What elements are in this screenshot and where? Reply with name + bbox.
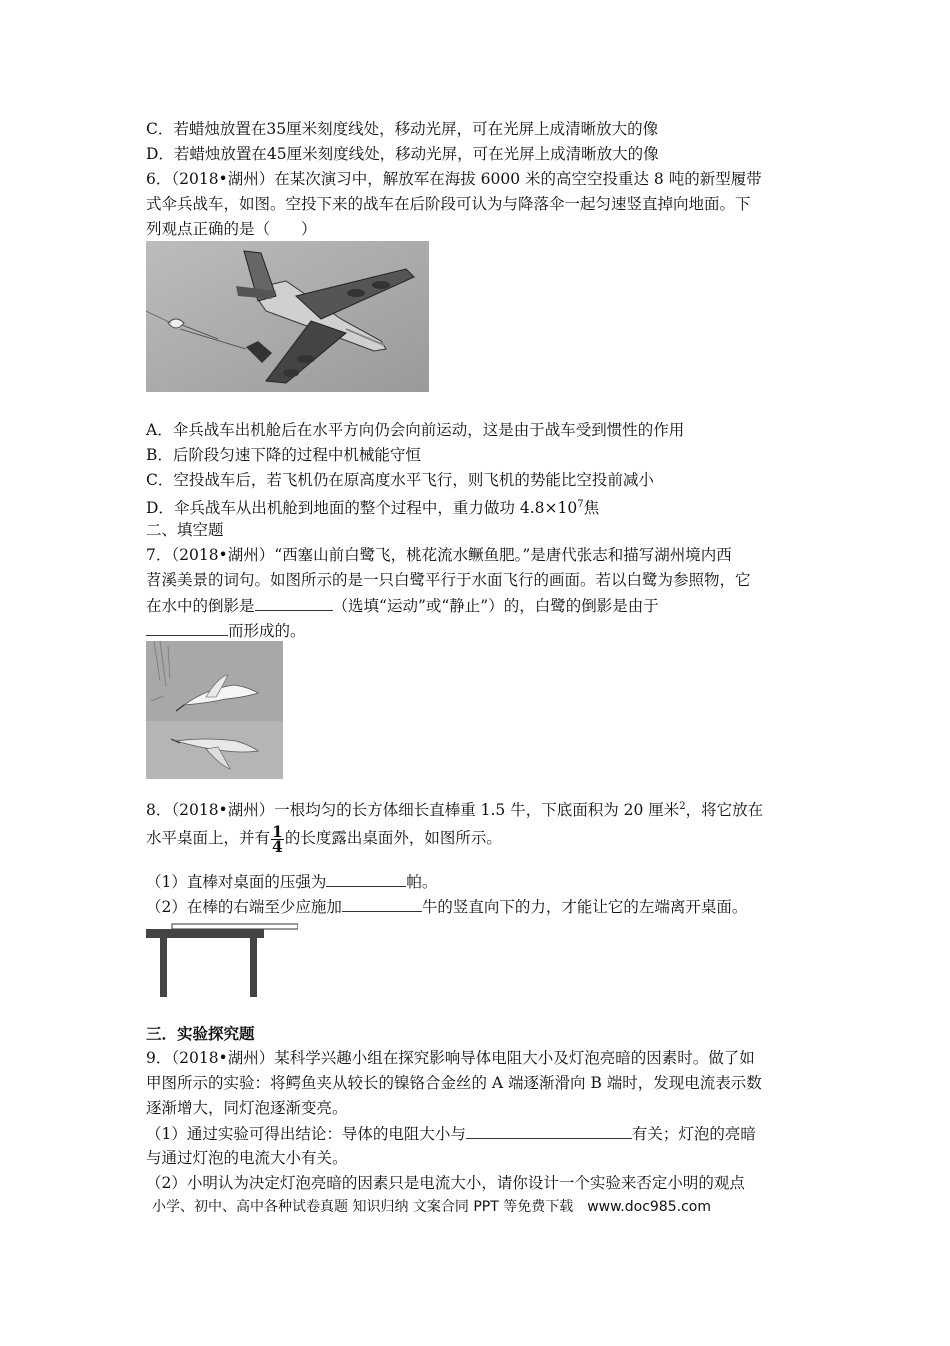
q8-fraction-numerator: 1: [272, 821, 283, 841]
q6-option-d-unit: 焦: [583, 499, 600, 518]
q6-option-d-text: D．伞兵战车从出机舱到地面的整个过程中，重力做功 4.8×10: [146, 499, 578, 518]
q8-line1-text: 8．（2018•湖州）一根均匀的长方体细长直棒重 1.5 牛，下底面积为 20 厘米: [146, 801, 680, 820]
section-experiment-title: 三．实验探究题: [146, 1025, 255, 1043]
q5-option-d: D．若蜡烛放置在45厘米刻度线处，移动光屏，可在光屏上成清晰放大的像: [146, 145, 659, 163]
q9-part1-text: （1）通过实验可得出结论：导体的电阻大小与: [146, 1125, 466, 1143]
q9-stem-line1: 9．（2018•湖州）某科学兴趣小组在探究影响导体电阻大小及灯泡亮暗的因素时。做了如: [146, 1049, 755, 1067]
q7-stem-line4: [146, 620, 306, 641]
q8-fraction-denominator: 4: [272, 836, 283, 856]
q9-part2: （2）小明认为决定灯泡亮暗的因素只是电流大小，请你设计一个实验来否定小明的观点: [146, 1174, 745, 1192]
q8-part2: [146, 896, 747, 917]
q8-part2-text: （2）在棒的右端至少应施加: [146, 898, 342, 916]
q9-part1-line2: 与通过灯泡的电流大小有关。: [146, 1149, 348, 1167]
q8-blank-2: [342, 896, 422, 912]
q6-option-c: C．空投战车后，若飞机仍在原高度水平飞行，则飞机的势能比空投前减小: [146, 471, 654, 489]
q9-stem-line2: 甲图所示的实验：将鳄鱼夹从较长的镍铬合金丝的 A 端逐渐滑向 B 端时，发现电流表示数: [146, 1074, 762, 1092]
q9-part1: [146, 1123, 756, 1144]
q9-part1-tail: 有关；灯泡的亮暗: [631, 1125, 756, 1143]
q8-stem-line2: [146, 823, 502, 854]
q6-option-d: [146, 495, 599, 518]
q8-part2-tail: 牛的竖直向下的力，才能让它的左端离开桌面。: [421, 898, 748, 916]
q9-stem-line3: 逐渐增大，同灯泡逐渐变亮。: [146, 1099, 348, 1117]
q7-stem-line2: 苕溪美景的词句。如图所示的是一只白鹭平行于水面飞行的画面。若以白鹭为参照物，它: [146, 571, 751, 589]
q8-line2-text: 水平桌面上，并有: [146, 829, 271, 847]
q5-option-c: C．若蜡烛放置在35厘米刻度线处，移动光屏，可在光屏上成清晰放大的像: [146, 120, 659, 138]
q6-stem-line2: 式伞兵战车，如图。空投下来的战车在后阶段可认为与降落伞一起匀速竖直掉向地面。下: [146, 195, 751, 213]
q7-blank-1: [255, 595, 333, 611]
q7-line4-text: 而形成的。: [228, 622, 306, 640]
q6-option-b: B．后阶段匀速下降的过程中机械能守恒: [146, 446, 421, 464]
page-footer: 小学、初中、高中各种试卷真题 知识归纳 文案合同 PPT 等免费下载 www.doc985.com: [152, 1199, 711, 1215]
q6-option-d-exponent: 7: [577, 499, 584, 510]
q7-line3-text-a: 在水中的倒影是: [146, 597, 255, 615]
table-rod-figure: [146, 922, 298, 997]
q8-line2-tail: 的长度露出桌面外，如图所示。: [284, 829, 502, 847]
airplane-airdrop-figure: [146, 241, 429, 392]
q8-fraction: [271, 821, 284, 856]
q7-stem-line1: 7．（2018•湖州）“西塞山前白鹭飞，桃花流水鳜鱼肥。”是唐代张志和描写湖州境内西: [146, 546, 732, 564]
q8-part1: [146, 871, 437, 892]
q8-part1-unit: 帕。: [406, 873, 438, 891]
q8-part1-text: （1）直棒对桌面的压强为: [146, 873, 327, 891]
q8-line1-tail: ，将它放在: [685, 801, 764, 820]
q8-blank-1: [326, 871, 406, 887]
q7-stem-line3: [146, 595, 659, 616]
q6-stem-line3: 列观点正确的是（ ）: [146, 220, 317, 238]
egret-reflection-figure: [146, 641, 283, 779]
q8-line1-exponent: 2: [679, 801, 686, 812]
q8-stem-line1: [146, 797, 763, 820]
q6-option-a: A．伞兵战车出机舱后在水平方向仍会向前运动，这是由于战车受到惯性的作用: [146, 421, 685, 439]
q9-blank-1: [466, 1123, 632, 1139]
q7-blank-2: [146, 620, 228, 636]
q6-stem-line1: 6．（2018•湖州）在某次演习中，解放军在海拔 6000 米的高空空投重达 8 吨的新型履带: [146, 170, 762, 188]
section-fill-in-title: 二、填空题: [146, 521, 224, 539]
q7-line3-text-b: （选填“运动”或“静止”）的，白鹭的倒影是由于: [332, 597, 659, 615]
